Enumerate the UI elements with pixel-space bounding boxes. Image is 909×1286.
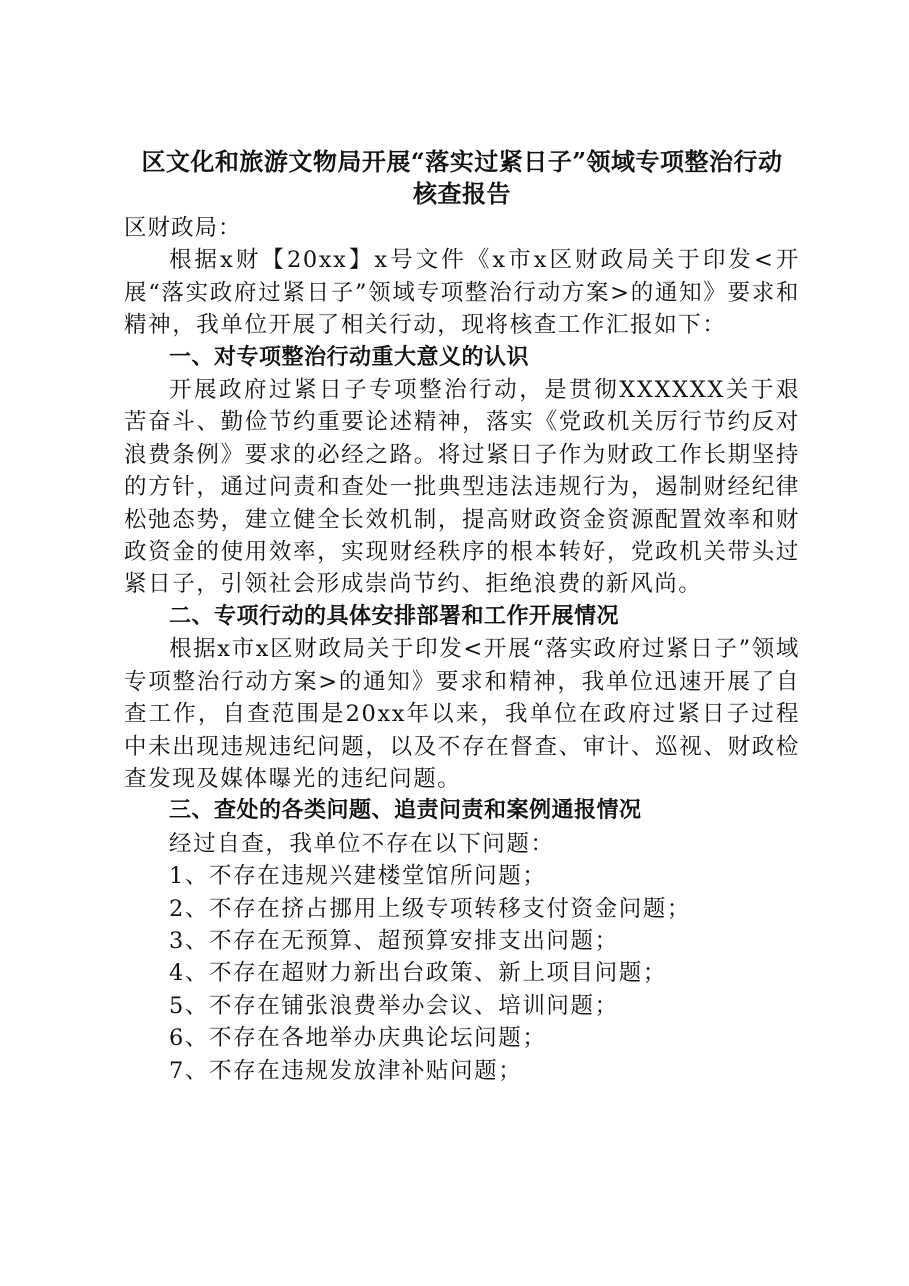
section-2-heading: 二、专项行动的具体安排部署和工作开展情况: [169, 603, 620, 629]
section-2-paragraph: 根据x市x区财政局关于印发<开展“落实政府过紧日子”领域专项整治行动方案>的通知》要求和精神，我单位迅速开展了自查工作，自查范围是20xx年以来，我单位在政府过紧日子过程中未出现违规违纪问题，以及不存在督查、审计、巡视、财政检查发现及媒体曝光的违纪问题。: [124, 636, 800, 792]
list-item: 3、不存在无预算、超预算安排支出问题；: [169, 927, 619, 954]
section-3-heading: 三、查处的各类问题、追责问责和案例通报情况: [169, 798, 642, 824]
list-item: 4、不存在超财力新出台政策、新上项目问题；: [169, 960, 667, 987]
section-1-heading: 一、对专项整治行动重大意义的认识: [169, 344, 530, 370]
salutation: 区财政局：: [124, 215, 242, 241]
document-title: [124, 146, 800, 210]
list-item: 5、不存在铺张浪费举办会议、培训问题；: [169, 992, 619, 1019]
title-line-2: 核查报告: [413, 179, 511, 208]
title-line-1: 区文化和旅游文物局开展“落实过紧日子”领域专项整治行动: [141, 147, 783, 176]
section-3-lead: 经过自查，我单位不存在以下问题：: [169, 830, 555, 857]
list-item: 2、不存在挤占挪用上级专项转移支付资金问题；: [169, 895, 692, 922]
list-item: 7、不存在违规发放津补贴问题；: [169, 1057, 523, 1084]
list-item: 1、不存在违规兴建楼堂馆所问题；: [169, 863, 547, 890]
section-1-paragraph: 开展政府过紧日子专项整治行动，是贯彻XXXXXX关于艰苦奋斗、勤俭节约重要论述精神，落实《党政机关厉行节约反对浪费条例》要求的必经之路。将过紧日子作为财政工作长期坚持的方针，通过问责和查处一批典型违法违规行为，遏制财经纪律松弛态势，建立健全长效机制，提高财政资金资源配置效率和财政资金的使用效率，实现财经秩序的根本转好，党政机关带头过紧日子，引领社会形成崇尚节约、拒绝浪费的新风尚。: [124, 377, 800, 598]
document-body: [124, 146, 800, 1087]
list-item: 6、不存在各地举办庆典论坛问题；: [169, 1025, 547, 1052]
intro-paragraph: 根据x财【20xx】x号文件《x市x区财政局关于印发<开展“落实政府过紧日子”领域专项整治行动方案>的通知》要求和精神，我单位开展了相关行动，现将核查工作汇报如下：: [124, 247, 800, 339]
